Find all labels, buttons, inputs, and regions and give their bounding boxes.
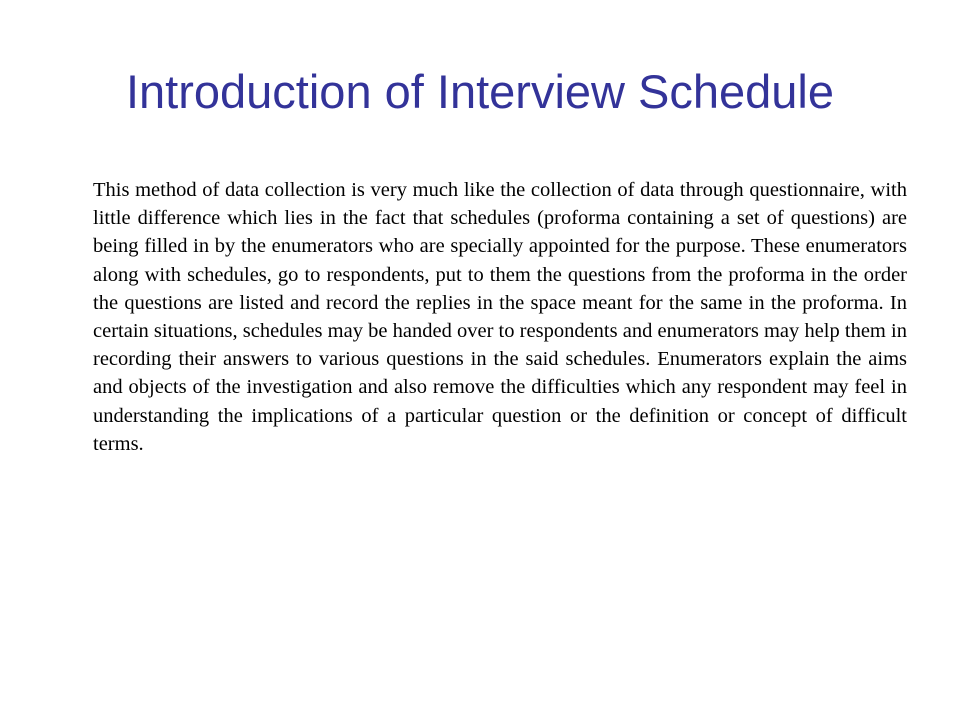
slide-title: Introduction of Interview Schedule — [125, 65, 835, 118]
slide-body-text: This method of data collection is very much like the collection of data through questionnaire, with little difference which lies in the fact that schedules (proforma containing a set of questions) are being filled in by the enumerators who are specially appointed for the purpose. These enumerators along with schedules, go to respondents, put to them the questions from the proforma in the order the questions are listed and record the replies in the space meant for the same in the proforma. In certain situations, schedules may be handed over to respondents and enumerators may help them in recording their answers to various questions in the said schedules. Enumerators explain the aims and objects of the investigation and also remove the difficulties which any respondent may feel in understanding the implications of a particular question or the definition or concept of difficult terms. — [93, 179, 907, 455]
